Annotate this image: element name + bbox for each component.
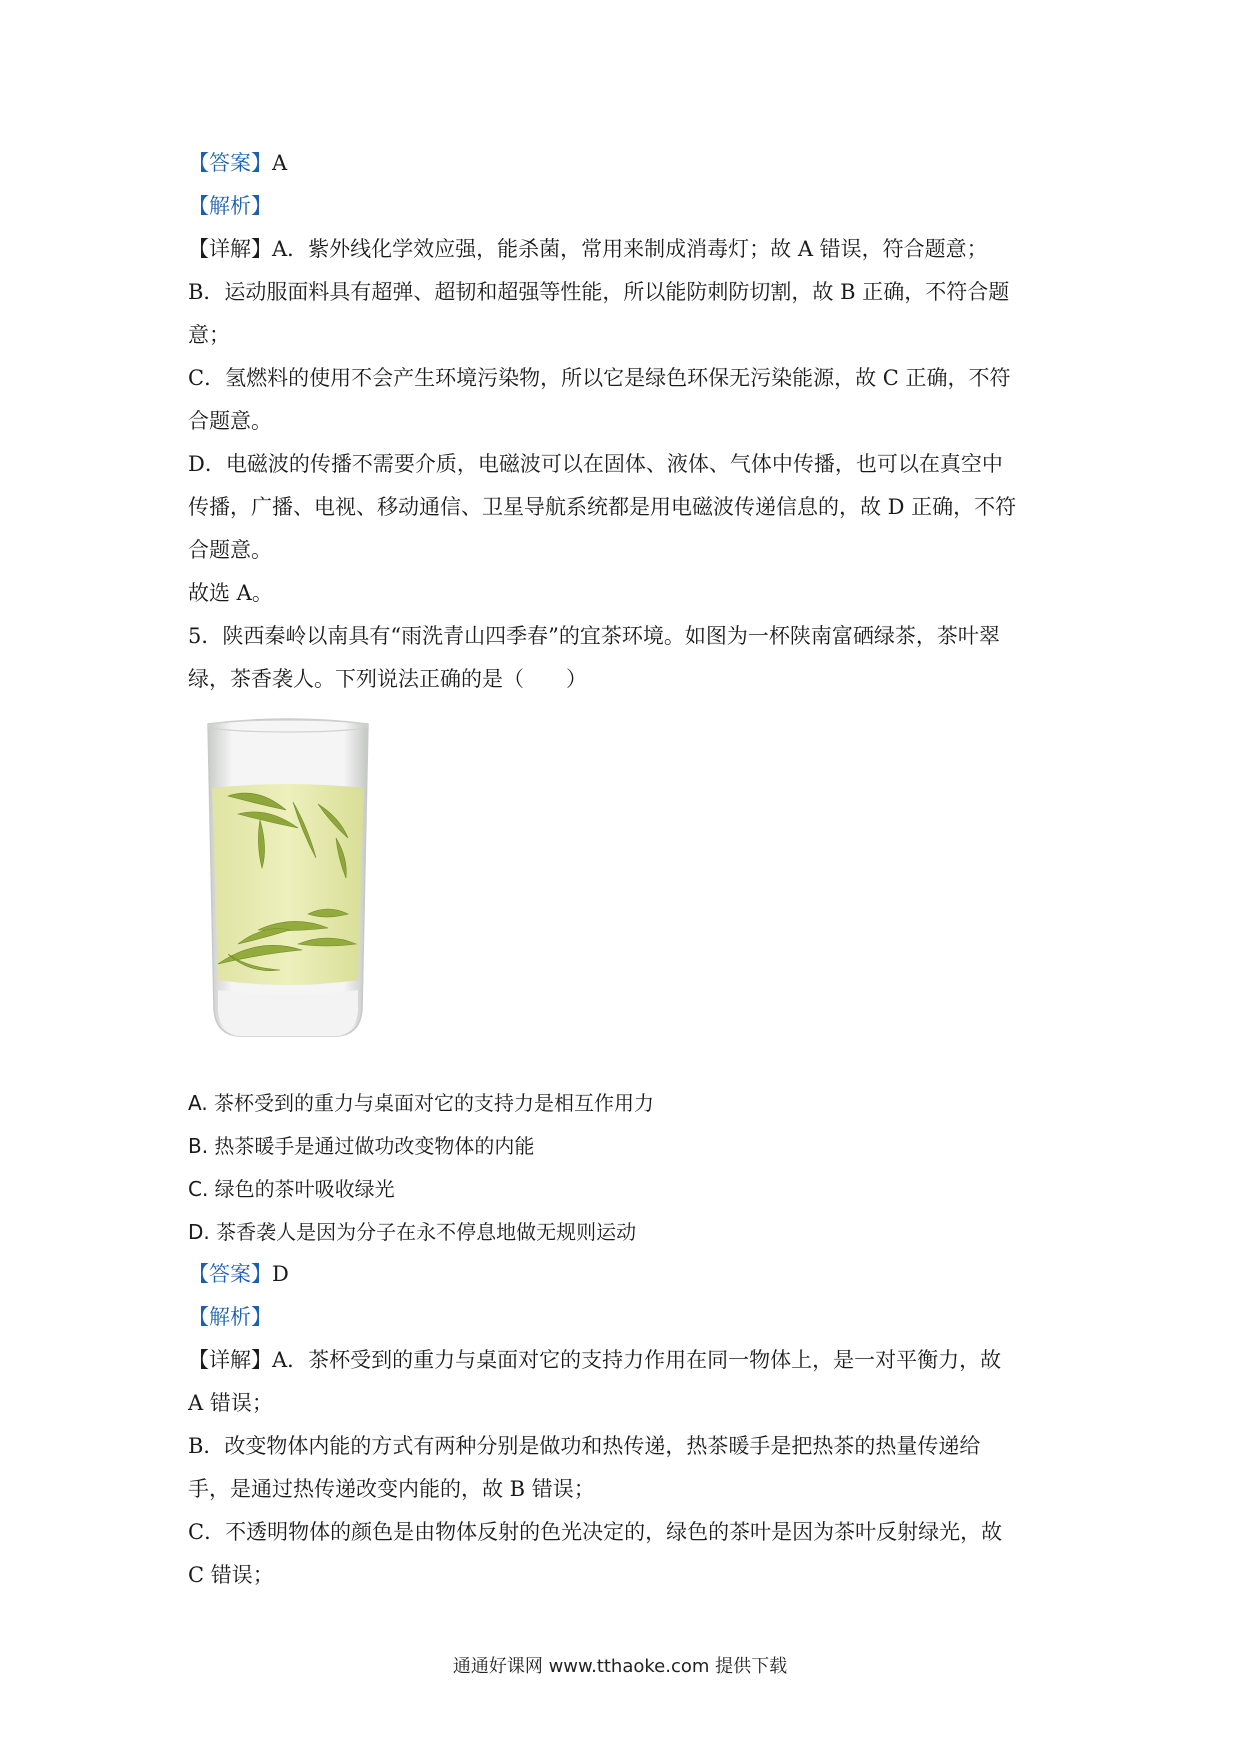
q5-detail-line-1: 【详解】A．茶杯受到的重力与桌面对它的支持力作用在同一物体上，是一对平衡力，故 [188, 1348, 1002, 1372]
q5-stem-line-1: 5．陕西秦岭以南具有“雨洗青山四季春”的宜茶环境。如图为一杯陕南富硒绿茶，茶叶翠 [188, 624, 1000, 648]
q4-detail-line-3: 意； [188, 323, 230, 347]
answer-value: A [272, 151, 288, 175]
q4-detail-line-8: 合题意。 [188, 538, 272, 562]
q5-option-b: B. 热茶暖手是通过做功改变物体的内能 [188, 1134, 535, 1158]
q4-detail-line-1: 【详解】A．紫外线化学效应强，能杀菌，常用来制成消毒灯；故 A 错误，符合题意； [188, 237, 988, 261]
q5-detail-line-6: C 错误； [188, 1563, 274, 1587]
q5-stem-line-2: 绿，茶香袭人。下列说法正确的是（ ） [188, 667, 587, 691]
q5-analysis-label: 【解析】 [188, 1305, 272, 1329]
answer-value: D [272, 1262, 289, 1286]
q4-detail-line-9: 故选 A。 [188, 581, 273, 605]
q4-detail-line-5: 合题意。 [188, 409, 272, 433]
q4-answer [188, 148, 287, 178]
q5-option-c: C. 绿色的茶叶吸收绿光 [188, 1177, 395, 1201]
page-footer: 通通好课网 www.tthaoke.com 提供下载 [452, 1656, 788, 1677]
q4-detail-line-4: C．氢燃料的使用不会产生环境污染物，所以它是绿色环保无污染能源，故 C 正确，不符 [188, 366, 1011, 390]
answer-label: 【答案】 [188, 1262, 272, 1286]
q5-option-d: D. 茶香袭人是因为分子在永不停息地做无规则运动 [188, 1220, 637, 1244]
green-tea-cup-image [198, 718, 378, 1040]
q4-detail-line-7: 传播，广播、电视、移动通信、卫星导航系统都是用电磁波传递信息的，故 D 正确，不符 [188, 495, 1017, 519]
q5-detail-line-5: C．不透明物体的颜色是由物体反射的色光决定的，绿色的茶叶是因为茶叶反射绿光，故 [188, 1520, 1003, 1544]
q5-detail-line-4: 手，是通过热传递改变内能的，故 B 错误； [188, 1477, 595, 1501]
q5-detail-line-2: A 错误； [188, 1391, 273, 1415]
q4-analysis-label: 【解析】 [188, 194, 272, 218]
q5-answer [188, 1259, 289, 1289]
q4-detail-line-6: D．电磁波的传播不需要介质，电磁波可以在固体、液体、气体中传播，也可以在真空中 [188, 452, 1003, 476]
tea-cup-illustration [198, 718, 378, 1040]
q5-detail-line-3: B．改变物体内能的方式有两种分别是做功和热传递，热茶暖手是把热茶的热量传递给 [188, 1434, 981, 1458]
answer-label: 【答案】 [188, 151, 272, 175]
q5-option-a: A. 茶杯受到的重力与桌面对它的支持力是相互作用力 [188, 1091, 655, 1115]
q4-detail-line-2: B．运动服面料具有超弹、超韧和超强等性能，所以能防刺防切割，故 B 正确，不符合题 [188, 280, 1010, 304]
